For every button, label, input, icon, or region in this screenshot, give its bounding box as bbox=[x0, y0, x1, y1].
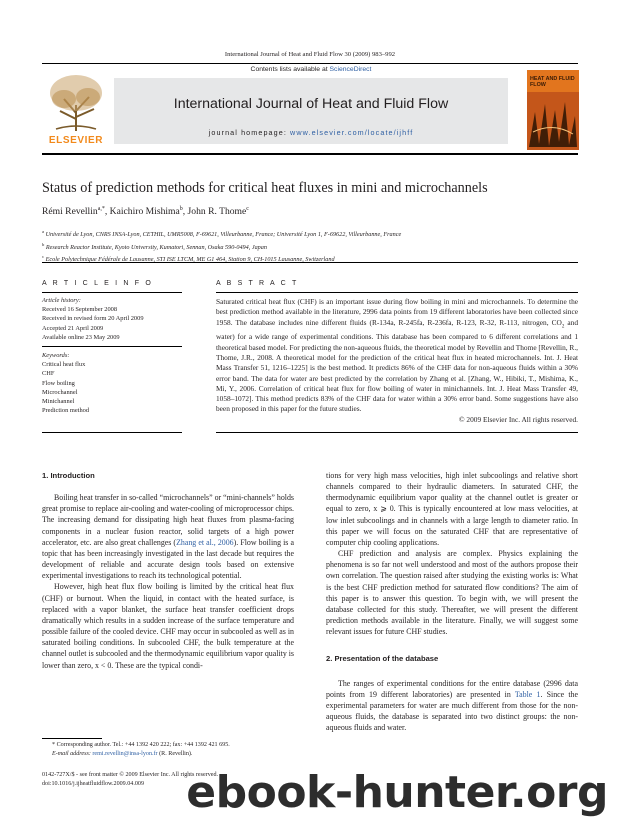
intro-paragraph-1: Boiling heat transfer in so-called “microchannels” or “mini-channels” holds great promise to replace air-cooling and water-cooling of microprocessor chips. The increasing demand for dissipating high heat fluxes from plasma-facing components in a nuclear fusion reactor, solid targets of a high power accelerator, etc. are also great challenges (Zhang et al., 2006). Flow boiling is a topic that has been increasingly investigated in the last decade but requires the development of reliable and accurate design tools based on extensive experimental investigations to reach its technological potential. bbox=[42, 493, 294, 581]
elsevier-logo bbox=[42, 69, 110, 149]
running-head: International Journal of Heat and Fluid Flow 30 (2009) 983–992 bbox=[224, 51, 396, 58]
affiliation: $^b$ Research Reactor Institute, Kyoto University, Kumatori, Sennan, Osaka 590-0494, Japan bbox=[42, 241, 267, 251]
intro-paragraph-2: However, high heat flux flow boiling is limited by the critical heat flux (CHF) or burnout. When the liquid, in contact with the heated surface, is replaced with a vapor blanket, the surface heat transfer coefficient drops dramatically which results in a sudden increase of the surface temperature and possible failure of the cooled device. CHF may occur in subcooled as well as in saturated boiling conditions. In subcooled CHF, the bulk temperature at the channel outlet is subcooled and the thermodynamic equilibrium vapor quality is lower than zero, x < 0. These are the typical condi- bbox=[42, 582, 295, 670]
abstract-heading: A B S T R A C T bbox=[216, 280, 299, 287]
affiliation-list bbox=[42, 227, 578, 265]
article-info-heading: A R T I C L E I N F O bbox=[42, 280, 154, 287]
intro-paragraph-4: CHF prediction and analysis are complex. Physics explaining the phenomena is so far not well understood and most of the authors propose their own correlation. The question raised after studying the existing works is: What is the best CHF prediction method for saturated flow conditions? The aim of this paper is to answer this question. To begin with, we will present the database collected for this study. Thereafter, we will present the different prediction methods available in the literature. Finally, we will suggest some relevant issues for future CHF studies. bbox=[326, 549, 578, 637]
email-link[interactable]: remi.revellin@insa-lyon.fr bbox=[92, 751, 158, 758]
contents-line: Contents lists available at ScienceDirect bbox=[250, 66, 372, 73]
article-title: Status of prediction methods for critical heat fluxes in mini and microchannels bbox=[42, 180, 488, 196]
homepage-link[interactable]: www.elsevier.com/locate/ijhff bbox=[290, 128, 414, 137]
elsevier-tree-icon bbox=[42, 69, 110, 135]
journal-cover bbox=[527, 70, 579, 150]
zhang-2006-citation-link[interactable]: Zhang et al., 2006 bbox=[176, 537, 234, 547]
keywords: Keywords: Critical heat flux CHF Flow boiling Microchannel Minichannel Prediction method bbox=[42, 352, 90, 415]
article-info-bottom-rule bbox=[42, 432, 182, 433]
author: Kaichiro Mishima$^b$, bbox=[109, 206, 188, 218]
cover-title: HEAT AND FLUID FLOW bbox=[530, 76, 575, 88]
author-rule bbox=[42, 262, 578, 263]
footnote-rule bbox=[42, 738, 102, 739]
journal-homepage: journal homepage: www.elsevier.com/locate/ijhff bbox=[208, 128, 414, 137]
header-rule bbox=[42, 63, 578, 64]
author: John R. Thome$^c$ bbox=[187, 206, 249, 218]
author-list bbox=[42, 206, 578, 217]
abstract-copyright: © 2009 Elsevier Inc. All rights reserved. bbox=[459, 414, 578, 424]
author: Rémi Revellin$^{a,*}$, bbox=[42, 206, 110, 218]
masthead-rule bbox=[42, 153, 578, 155]
cover-image-icon bbox=[527, 92, 579, 150]
introduction-heading: 1. Introduction bbox=[42, 471, 95, 480]
abstract-bottom-rule bbox=[216, 432, 578, 433]
affiliation: $^c$ Ecole Polytechnique Fédérale de Lausanne, STI ISE LTCM, ME G1 464, Station 9, CH-1015 Lausanne, Switzerland bbox=[42, 254, 335, 264]
journal-title: International Journal of Heat and Fluid Flow bbox=[173, 96, 449, 112]
issn-line: 0142-727X/$ - see front matter © 2009 Elsevier Inc. All rights reserved. bbox=[42, 772, 219, 778]
elsevier-wordmark: ELSEVIER bbox=[48, 135, 104, 146]
abstract-rule bbox=[216, 292, 578, 293]
keywords-rule bbox=[42, 346, 182, 347]
sciencedirect-link[interactable]: ScienceDirect bbox=[329, 66, 372, 73]
section-2-heading: 2. Presentation of the database bbox=[326, 654, 439, 664]
database-paragraph: The ranges of experimental conditions for the entire database (2996 data points from 19 different laboratories) are presented in Table 1. Since the experimental parameters for water are much different from those for the non-aqueous fluids, the database is separated into two distinct groups: the non-aqueous fluids and water. bbox=[326, 678, 578, 733]
article-info-rule bbox=[42, 292, 182, 293]
left-column bbox=[42, 470, 294, 671]
affiliation: $^a$ Université de Lyon, CNRS INSA-Lyon, CETHIL, UMR5008, F-69621, Villeurbanne, France; Université Lyon 1, F-69622, Villeurbanne, France bbox=[42, 229, 402, 239]
article-history: Article history: Received 16 September 2008 Received in revised form 20 April 2009 Accepted 21 April 2009 Available online 23 May 2009 bbox=[42, 297, 144, 341]
table-1-link[interactable]: Table 1 bbox=[514, 689, 541, 699]
doi-line: doi:10.1016/j.ijheatfluidflow.2009.04.009 bbox=[42, 781, 145, 788]
abstract-body: Saturated critical heat flux (CHF) is an important issue during flow boiling in mini and microchannels. To determine the best prediction method available in the literature, 2996 data points from 19 different laboratories have been collected since 1958. The database includes nine different fluids (R-134a, R-245fa, R-236fa, R-123, R-32, R-113, nitrogen, $CO_2$ and water) for a wide range of experimental conditions. This database has been compared to 6 different correlations and 1 theoretical based model. For predicting the non-aqueous fluids, the theoretical model by Revellin and Thome [Revellin, R., Thome, J.R., 2008. A theoretical model for the prediction of the critical heat flux in heated microchannels. Int. J. Heat Mass Transfer 51, 1216–1225] is the best method. It predicts 86% of the CHF data for non-aqueous fluids within a 30% error band. The data for water are best predicted by the correlation by Zhang et al. [Zhang, W., Hibiki, T., Mishima, K., Mi, Y., 2006. Correlation of critical heat flux for flow boiling of water in minichannels. Int. J. Heat Mass Transfer 49, 1058–1072]. This method predicts 83% of the CHF data for water within a 30% error band. Some suggestions have also been proposed in this paper for the future studies. © 2009 Elsevier Inc. All rights reserved. bbox=[216, 297, 578, 424]
right-column bbox=[326, 470, 578, 733]
footnote: * Corresponding author. Tel.: +44 1392 420 222; fax: +44 1392 421 695. E-mail address: remi.revellin@insa-lyon.fr (R. Revellin). bbox=[52, 742, 230, 758]
intro-paragraph-3: tions for very high mass velocities, high inlet subcoolings and relative short channels compared to their hydraulic diameters. In saturated CHF, the thermodynamic equilibrium vapor quality at the channel outlet is greater or equal to zero, x ⩾ 0. This is typically encountered at low mass velocities, at low inlet subcoolings and in channels with a large length to diameter ratio. In this paper we will focus on the saturated CHF that are representative of computer chip cooling applications. bbox=[326, 471, 578, 547]
ebook-hunter-watermark: ebook-hunter.org bbox=[186, 767, 608, 818]
